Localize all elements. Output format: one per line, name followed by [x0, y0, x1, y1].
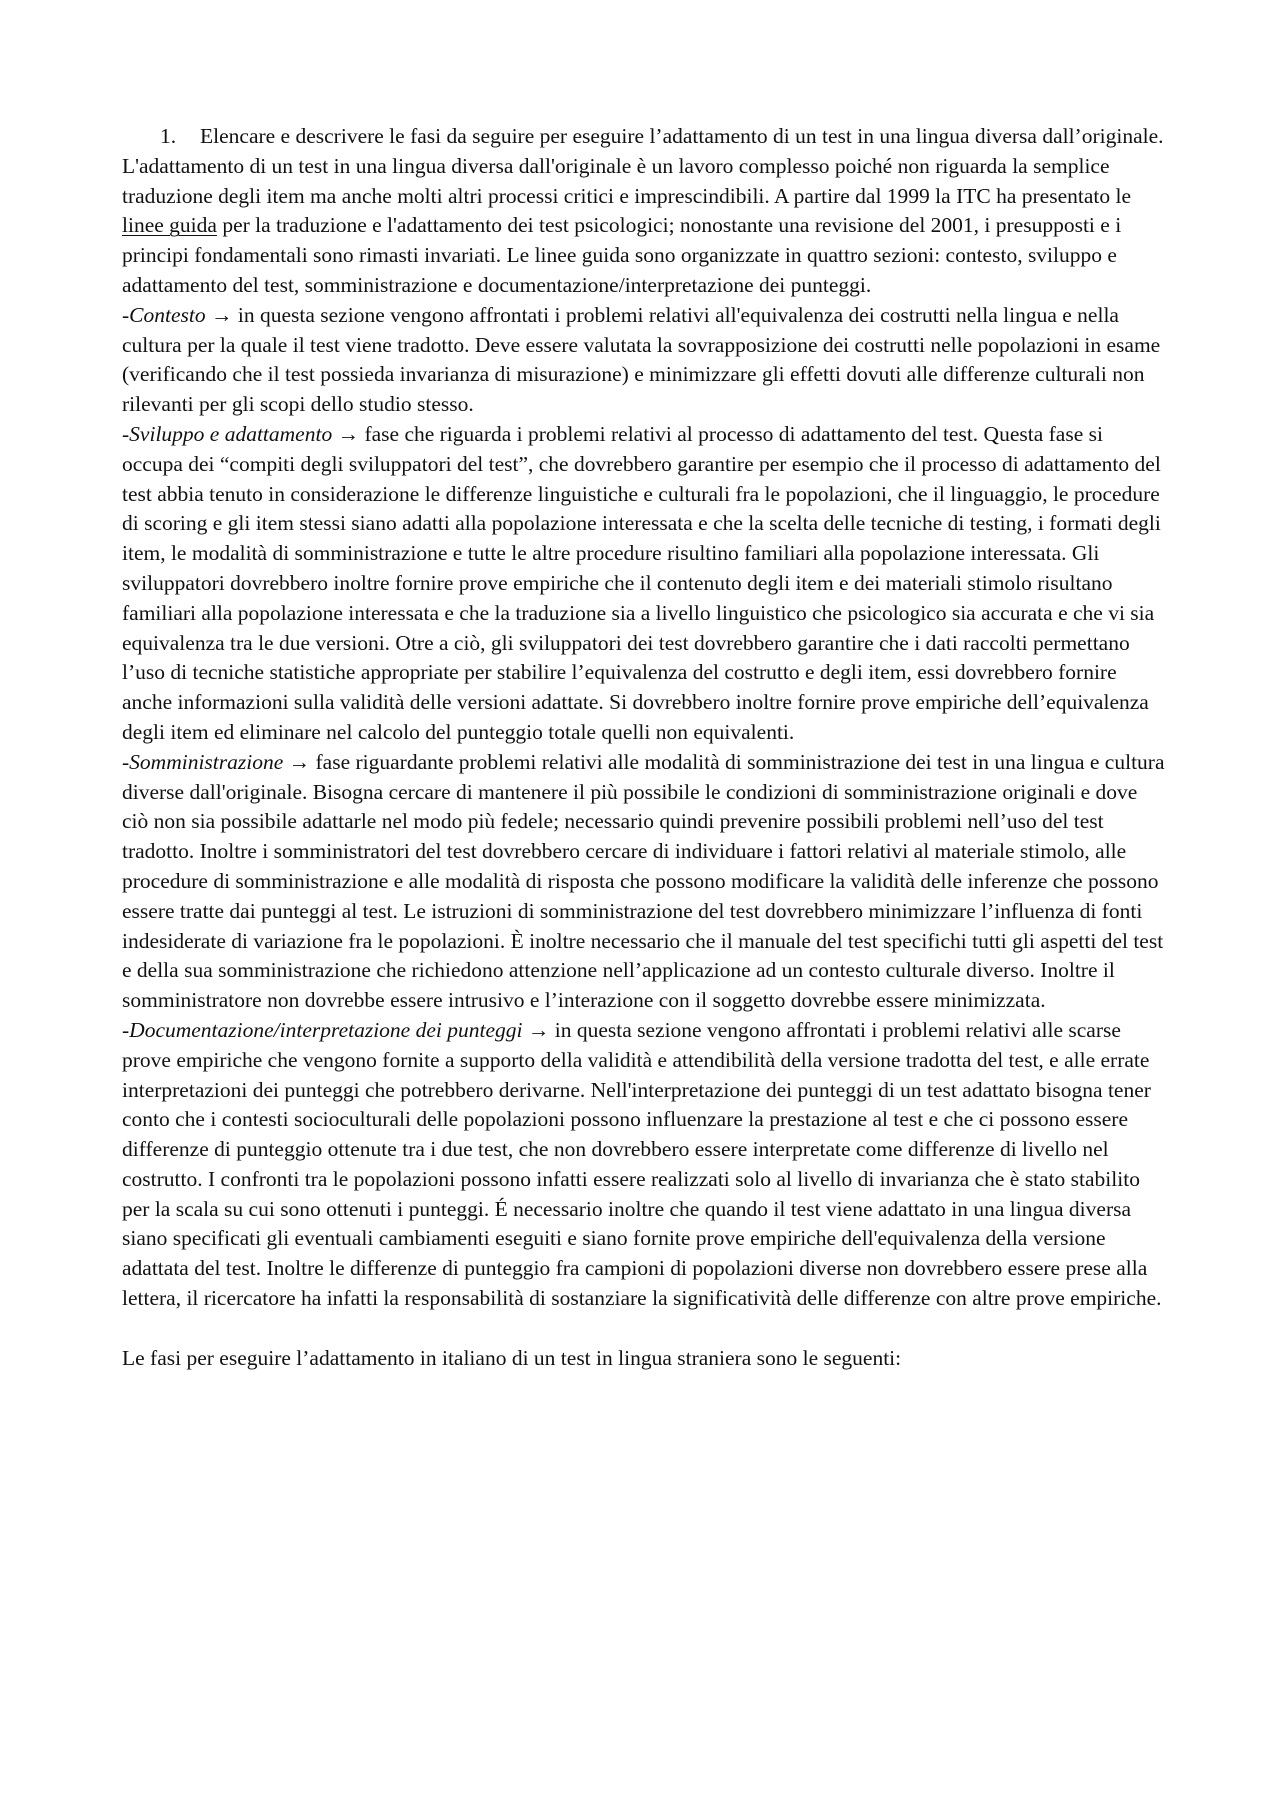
arrow-icon: →: [283, 749, 316, 774]
section-text: in questa sezione vengono affrontati i problemi relativi all'equivalenza dei costrutti nella lingua e nella cultura per la quale il test viene tradotto. Deve essere valutata la sovrapposizione dei costrutti nelle popolazioni in esame (verificando che il test possieda invarianza di misurazione) e minimizzare gli effetti dovuti alle differenze culturali non rilevanti per gli scopi dello studio stesso.: [122, 302, 1161, 417]
intro-paragraph: [122, 152, 1168, 301]
linee-guida-link[interactable]: linee guida: [122, 213, 217, 238]
section-prefix: -: [122, 749, 130, 774]
section-contesto: [122, 301, 1168, 420]
closing-paragraph: Le fasi per eseguire l’adattamento in italiano di un test in lingua straniera sono le seguenti:: [122, 1345, 902, 1370]
section-text: in questa sezione vengono affrontati i problemi relativi alle scarse prove empiriche che vengono fornite a supporto della validità e attendibilità della versione tradotta del test, e alle errate interpretazioni dei punteggi che potrebbero derivarne. Nell'interpretazione dei punteggi di un test adattato bisogna tener conto che i contesti socioculturali delle popolazioni possono influenzare la prestazione al test e che ci possono essere differenze di punteggio ottenute tra i due test, che non dovrebbero essere interpretate come differenze di livello nel costrutto. I confronti tra le popolazioni possono infatti essere realizzati solo al livello di invarianza che è stato stabilito per la scala su cui sono ottenuti i punteggi. É necessario inoltre che quando il test viene adattato in una lingua diversa siano specificati gli eventuali cambiamenti eseguiti e siano fornite prove empiriche dell'equivalenza della versione adattata del test. Inoltre le differenze di punteggio fra campioni di popolazioni diverse non dovrebbero essere prese alla lettera, il ricercatore ha infatti la responsabilità di sostanziare la significatività delle differenze con altre prove empiriche.: [122, 1017, 1162, 1311]
section-prefix: -: [122, 421, 130, 446]
question-text: Elencare e descrivere le fasi da seguire per eseguire l’adattamento di un test in una lingua diversa dall’originale.: [200, 124, 1164, 148]
section-label: Documentazione/interpretazione dei punteggi: [129, 1017, 523, 1042]
intro-text-after-link: per la traduzione e l'adattamento dei test psicologici; nonostante una revisione del 2001, i presupposti e i principi fondamentali sono rimasti invariati. Le linee guida sono organizzate in quattro sezioni: contesto, sviluppo e adattamento del test, somministrazione e documentazione/interpretazione dei punteggi.: [122, 213, 1122, 297]
section-prefix: -: [122, 1017, 130, 1042]
question-number: 1.: [160, 124, 177, 148]
section-label: Sviluppo e adattamento: [129, 421, 333, 446]
arrow-icon: →: [205, 302, 238, 327]
section-somministrazione: [122, 748, 1168, 1016]
section-prefix: -: [122, 302, 130, 327]
section-label: Somministrazione: [129, 749, 284, 774]
paragraph-spacer: [122, 1314, 1168, 1344]
arrow-icon: →: [332, 421, 365, 446]
section-sviluppo-adattamento: [122, 420, 1168, 748]
arrow-icon: →: [522, 1017, 555, 1042]
section-text: fase riguardante problemi relativi alle modalità di somministrazione dei test in una lingua e cultura diverse dall'originale. Bisogna cercare di mantenere il più possibile le condizioni di somministrazione originali e dove ciò non sia possibile adattarle nel modo più fedele; necessario quindi prevenire possibili problemi nell’uso del test tradotto. Inoltre i somministratori del test dovrebbero cercare di individuare i fattori relativi al materiale stimolo, alle procedure di somministrazione e alle modalità di risposta che possono modificare la validità delle inferenze che possono essere tratte dai punteggi al test. Le istruzioni di somministrazione del test dovrebbero minimizzare l’influenza di fonti indesiderate di variazione fra le popolazioni. È inoltre necessario che il manuale del test specifichi tutti gli aspetti del test e della sua somministrazione che richiedono attenzione nell’applicazione ad un contesto culturale diverso. Inoltre il somministratore non dovrebbe essere intrusivo e l’interazione con il soggetto dovrebbe essere minimizzata.: [122, 749, 1165, 1013]
question-item: [160, 122, 1168, 152]
intro-text-before-link: L'adattamento di un test in una lingua diversa dall'originale è un lavoro complesso poiché non riguarda la semplice traduzione degli item ma anche molti altri processi critici e imprescindibili. A partire dal 1999 la ITC ha presentato le: [122, 153, 1131, 208]
section-documentazione-interpretazione: [122, 1016, 1168, 1314]
section-text: fase che riguarda i problemi relativi al processo di adattamento del test. Questa fase si occupa dei “compiti degli sviluppatori del test”, che dovrebbero garantire per esempio che il processo di adattamento del test abbia tenuto in considerazione le differenze linguistiche e culturali fra le popolazioni, che il linguaggio, le procedure di scoring e gli item stessi siano adatti alla popolazione interessata e che la scelta delle tecniche di testing, i formati degli item, le modalità di somministrazione e tutte le altre procedure risultino familiari alla popolazione interessata. Gli sviluppatori dovrebbero inoltre fornire prove empiriche che il contenuto degli item e dei materiali stimolo risultano familiari alla popolazione interessata e che la traduzione sia a livello linguistico che psicologico sia accurata e che vi sia equivalenza tra le due versioni. Otre a ciò, gli sviluppatori dei test dovrebbero garantire che i dati raccolti permettano l’uso di tecniche statistiche appropriate per stabilire l’equivalenza del costrutto e degli item, essi dovrebbero fornire anche informazioni sulla validità delle versioni adattate. Si dovrebbero inoltre fornire prove empiriche dell’equivalenza degli item ed eliminare nel calcolo del punteggio totale quelli non equivalenti.: [122, 421, 1161, 744]
section-label: Contesto: [129, 302, 206, 327]
